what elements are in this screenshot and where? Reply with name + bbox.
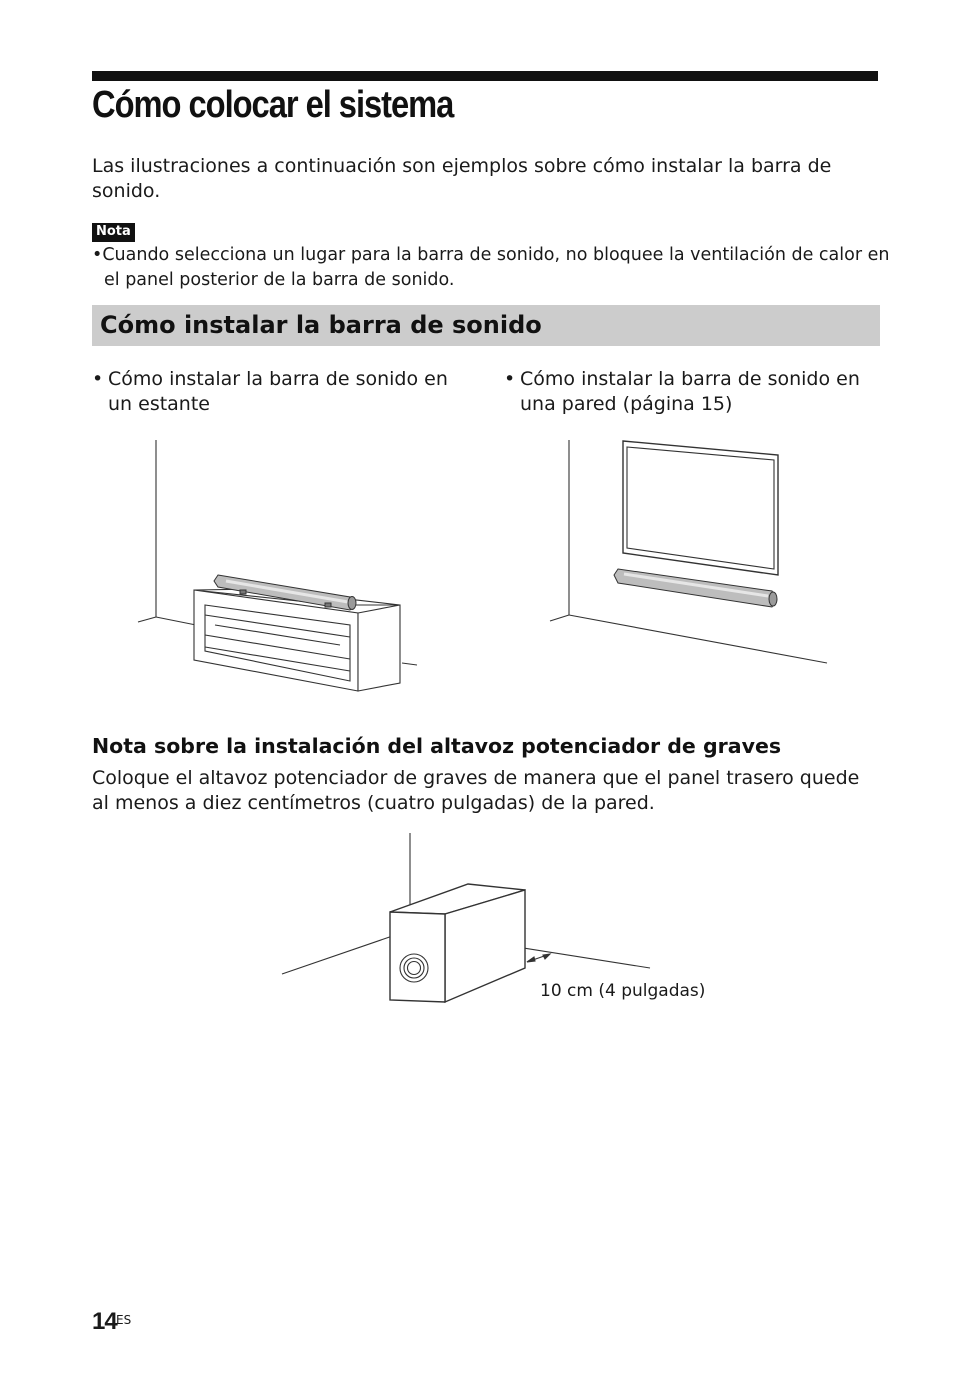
- section-header: [92, 305, 880, 346]
- dimension-label: 10 cm (4 pulgadas): [540, 981, 706, 1001]
- note-label: Nota: [92, 223, 135, 242]
- title-rule: [92, 71, 878, 81]
- page-language-code: ES: [116, 1313, 132, 1327]
- wall-install-text: Cómo instalar la barra de sonido en una pared (página 15): [520, 368, 860, 415]
- bullet: •: [92, 368, 104, 390]
- subwoofer-text: Coloque el altavoz potenciador de graves de manera que el panel trasero quede al menos a diez centímetros (cuatro pulgadas) de la pared.: [92, 767, 860, 814]
- shelf-install-text: Cómo instalar la barra de sonido en un estante: [108, 368, 448, 415]
- subwoofer-heading: Nota sobre la instalación del altavoz potenciador de graves: [92, 734, 782, 758]
- page-title: Cómo colocar el sistema: [92, 84, 454, 126]
- note-text: •Cuando selecciona un lugar para la barra de sonido, no bloquee la ventilación de calor en el panel posterior de la barra de sonido.: [92, 245, 890, 290]
- shelf-illustration: [130, 435, 430, 700]
- bullet: •: [504, 368, 516, 390]
- section-title: Cómo instalar la barra de sonido: [100, 311, 542, 339]
- wall-illustration: [540, 435, 840, 670]
- page-number: 14: [92, 1308, 117, 1335]
- wall-install-caption: [504, 367, 884, 417]
- intro-text: Las ilustraciones a continuación son ejemplos sobre cómo instalar la barra de sonido.: [92, 155, 832, 202]
- shelf-install-caption: [92, 367, 477, 417]
